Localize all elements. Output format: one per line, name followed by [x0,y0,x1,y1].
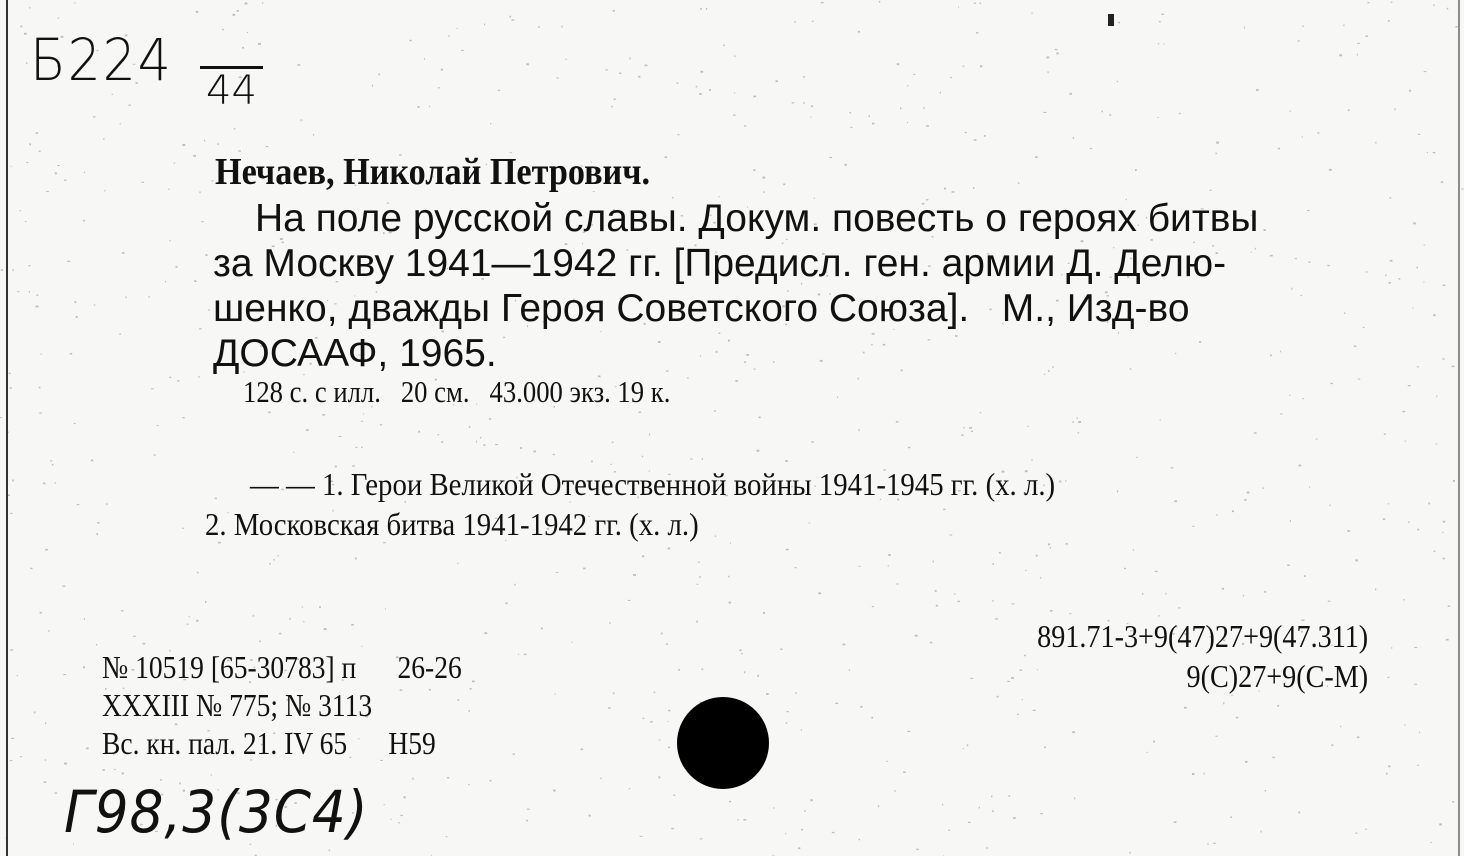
record-line-1 [102,648,462,686]
title-line-3: шенко, дважды Героя Советского Союза]. М., Изд-во [213,287,1190,330]
card-punch-hole [677,697,769,789]
record-line-3 [102,724,462,762]
title-description [213,196,1373,376]
chamber-date: Вс. кн. пал. 21. IV 65 [102,725,348,761]
record-code: 26-26 [397,649,462,685]
card-left-edge [6,0,8,856]
classification-line-1: 891.71-3+9(47)27+9(47.311) [1036,618,1368,654]
subject-2: 2. Московская битва 1941-1942 гг. (х. л.) [205,506,699,542]
title-line-1: На поле русской славы. Докум. повесть о героях битвы [255,197,1259,240]
chamber-code: Н59 [388,725,436,761]
edge-mark [1108,14,1114,26]
title-line-4: ДОСААФ, 1965. [213,332,497,375]
shelfmark-handwritten: Б224 [30,26,173,94]
title-line-2: за Москву 1941—1942 гг. [Предисл. ген. армии Д. Делю- [213,242,1227,285]
classification-codes [1037,616,1368,696]
card-right-edge [1458,0,1460,856]
shelfmark-subscript: 44 [200,66,263,113]
physical-description: 128 с. с илл. 20 см. 43.000 экз. 19 к. [243,374,671,409]
author-heading: Нечаев, Николай Петрович. [215,151,651,193]
classification-line-2: 9(С)27+9(С-М) [1186,658,1368,694]
record-line-2: XXXIII № 775; № 3113 [102,687,373,723]
subject-headings [205,464,1258,544]
handwritten-call-number: Г98,3(3С4) [64,778,369,846]
record-number: № 10519 [65-30783] п [102,649,357,685]
subject-1: — — 1. Герои Великой Отечественной войны 1941-1945 гг. (х. л.) [250,466,1056,502]
record-numbers [102,648,462,762]
